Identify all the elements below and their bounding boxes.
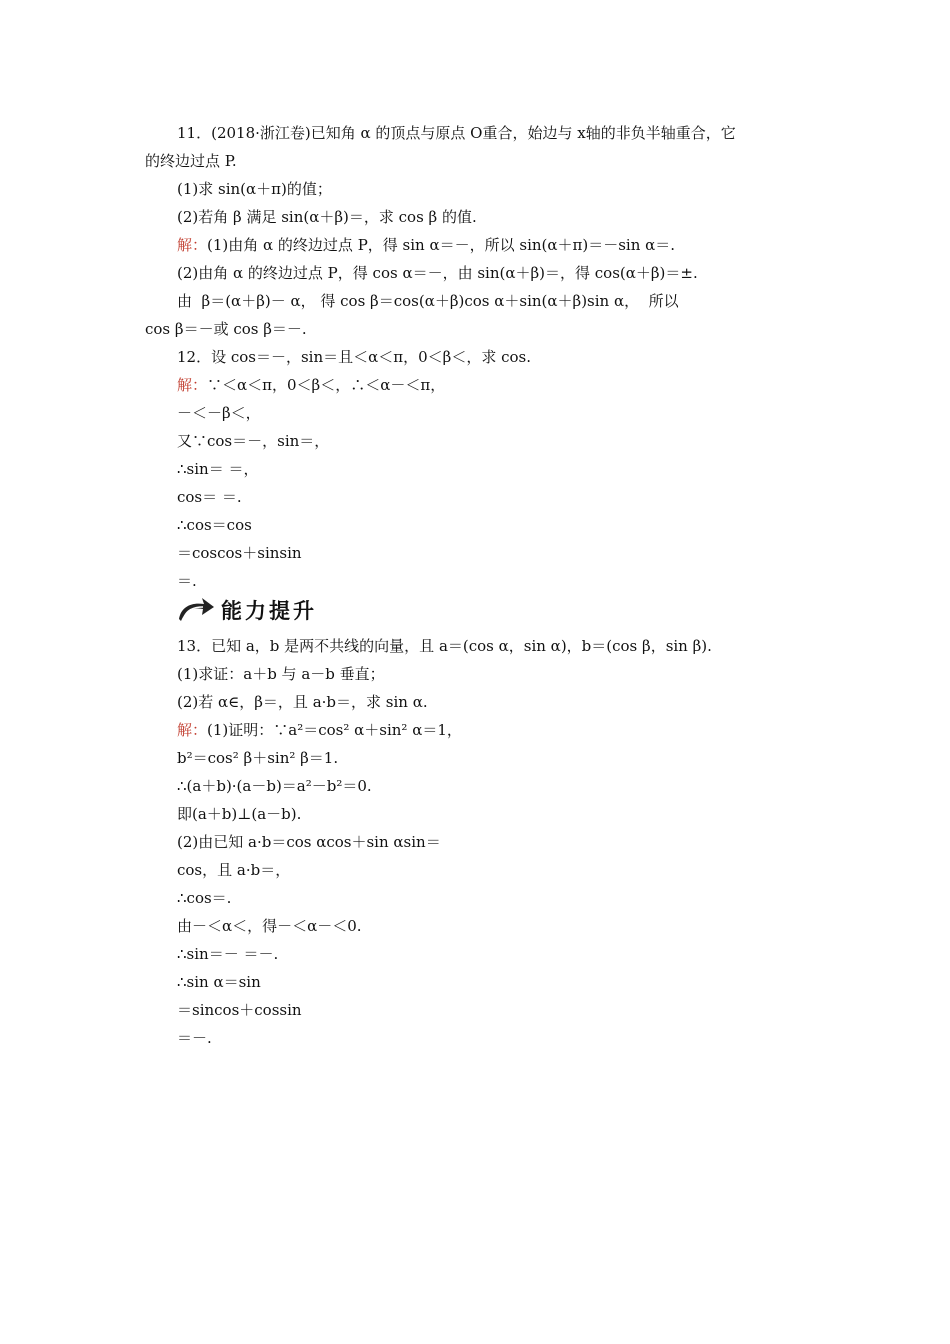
problem-11-question-1: (1)求 sin(α＋π)的值； [177, 180, 332, 198]
solution-label: 解： [177, 376, 208, 394]
problem-11-solution-3: 由 β＝(α＋β)－ α， 得 cos β＝cos(α＋β)cos α＋sin(α＋β)sin α， 所以 [177, 292, 679, 310]
section-header [175, 594, 317, 626]
problem-13-solution-5: (2)由已知 a·b＝cos αcos＋sin αsin＝ [177, 833, 441, 851]
problem-13-solution-2: b²＝cos² β＋sin² β＝1. [177, 749, 339, 767]
solution-text: (1)由角 α 的终边过点 P，得 sin α＝－，所以 sin(α＋π)＝－sin α＝. [207, 236, 676, 254]
problem-12-solution-4: ∴sin＝ ＝， [177, 460, 259, 478]
curved-arrow-icon [175, 595, 215, 625]
solution-text: ∵＜α＜π，0＜β＜，∴＜α－＜π， [207, 376, 446, 394]
problem-12-solution-7: ＝coscos＋sinsin [177, 544, 302, 562]
problem-12-solution-3: 又∵cos＝－，sin＝， [177, 432, 330, 450]
problem-13-question-2: (2)若 α∈，β＝，且 a·b＝，求 sin α. [177, 693, 428, 711]
problem-13-solution-8: 由－＜α＜，得－＜α－＜0. [177, 917, 362, 935]
problem-11-statement-cont: 的终边过点 P. [145, 152, 237, 170]
problem-13-solution-11: ＝sincos＋cossin [177, 1001, 302, 1019]
problem-12-solution-5: cos＝ ＝. [177, 488, 242, 506]
problem-11-question-2: (2)若角 β 满足 sin(α＋β)＝，求 cos β 的值. [177, 208, 477, 226]
problem-13-solution-9: ∴sin＝－ ＝－. [177, 945, 279, 963]
problem-13-solution-10: ∴sin α＝sin [177, 973, 261, 991]
problem-13-solution-6: cos，且 a·b＝， [177, 861, 291, 879]
problem-13-statement: 13．已知 a，b 是两不共线的向量，且 a＝(cos α，sin α)，b＝(cos β，sin β). [177, 637, 712, 655]
problem-11-solution-2: (2)由角 α 的终边过点 P，得 cos α＝－，由 sin(α＋β)＝，得 cos(α＋β)＝±. [177, 264, 698, 282]
solution-label: 解： [177, 721, 208, 739]
problem-12-solution-8: ＝. [177, 572, 197, 590]
problem-12-solution-2: －＜－β＜， [177, 404, 261, 422]
problem-11-statement: 11．(2018·浙江卷)已知角 α 的顶点与原点 O重合，始边与 x轴的非负半轴重合，它 [177, 124, 736, 142]
problem-13-solution-4: 即(a＋b)⊥(a－b). [177, 805, 302, 823]
problem-12-statement: 12．设 cos＝－，sin＝且＜α＜π，0＜β＜，求 cos. [177, 348, 532, 366]
problem-12-solution-6: ∴cos＝cos [177, 516, 252, 534]
problem-13-question-1: (1)求证：a＋b 与 a－b 垂直； [177, 665, 385, 683]
problem-12-solution-1 [177, 375, 445, 395]
problem-13-solution-3: ∴(a＋b)·(a－b)＝a²－b²＝0. [177, 777, 372, 795]
problem-11-solution-1 [177, 235, 675, 255]
problem-13-solution-7: ∴cos＝. [177, 889, 232, 907]
solution-text: (1)证明：∵a²＝cos² α＋sin² α＝1， [207, 721, 462, 739]
problem-13-solution-12: ＝－. [177, 1029, 212, 1047]
section-title: 能力提升 [221, 599, 317, 623]
problem-13-solution-1 [177, 720, 462, 740]
solution-label: 解： [177, 236, 208, 254]
problem-11-solution-4: cos β＝－或 cos β＝－. [145, 320, 307, 338]
